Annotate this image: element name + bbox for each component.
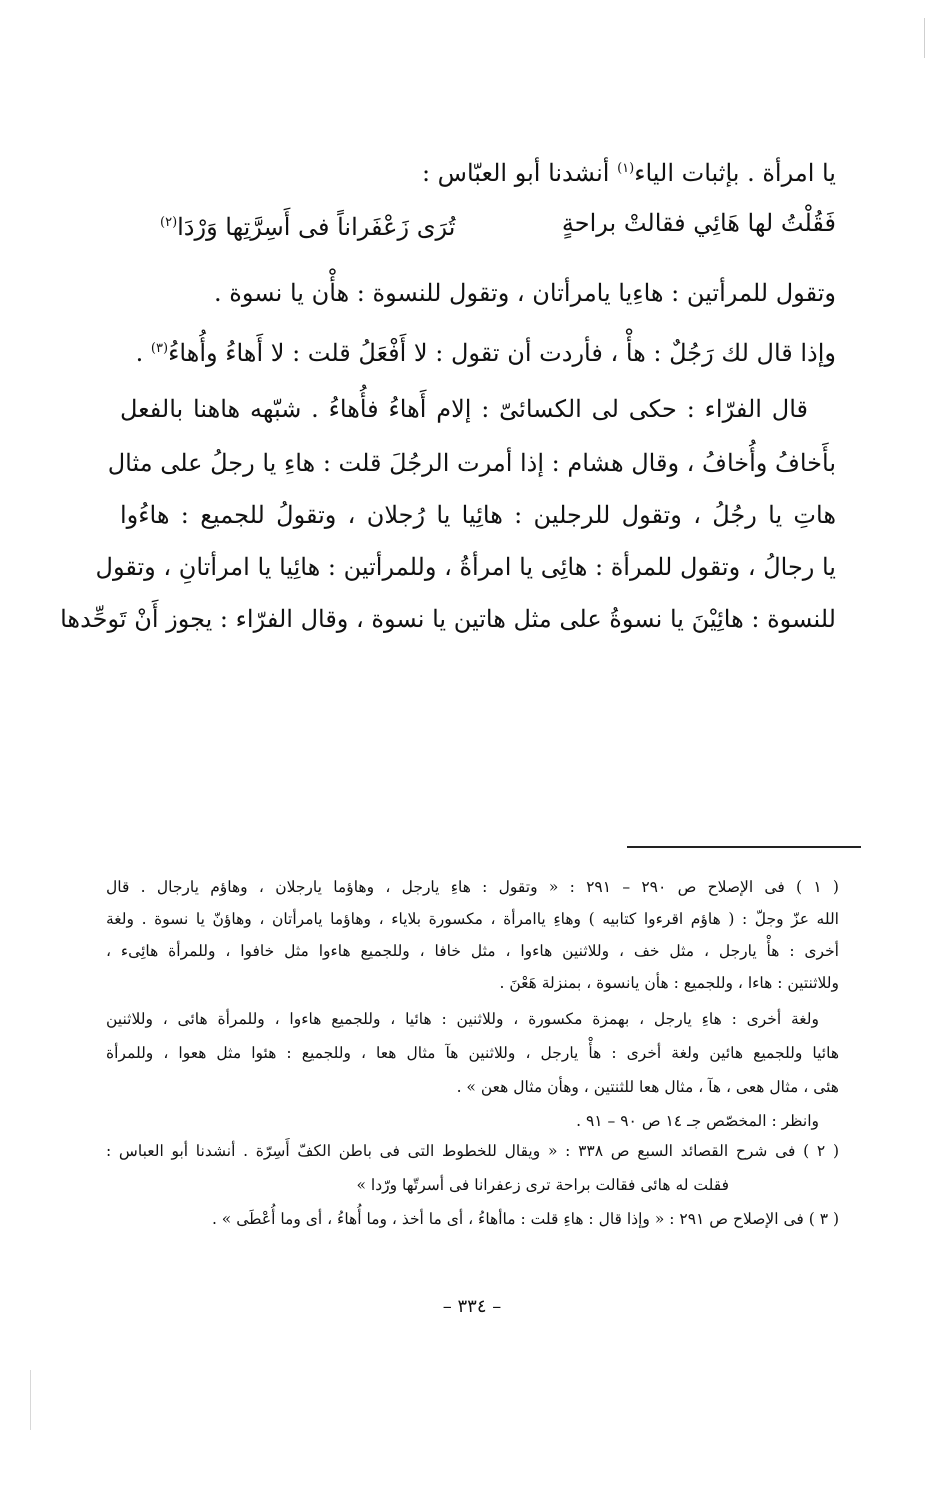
- footnote-line: أخرى : هأْ يارجل ، مثل خف ، وللاثنين هاءوا ، مثل خافا ، وللجميع هاءوا مثل خافوا ، وللمرأة هائِىء ،: [106, 942, 839, 960]
- text-line: يا رجالُ ، وتقول للمرأة : هائِى يا امرأةُ ، وللمرأتين : هائِيا يا امرأتانِ ، وتقول: [95, 553, 836, 581]
- text-fragment: تُرَى زَعْفَراناً فى أَسِرَّتِها وَرْدَا: [177, 213, 456, 241]
- footnote-verse-line: فقلت له هائى فقالت براحة ترى زعفرانا فى أسرتّها ورّدا »: [356, 1176, 729, 1194]
- footnote-ref: (٣): [150, 341, 169, 356]
- footnote-divider: [627, 846, 861, 848]
- text-fragment: وتقول للمرأتين : هاءِيا يامرأتان ، وتقول للنسوة : هأْن يا نسوة .: [214, 279, 836, 307]
- footnote-line: ( ٢ ) فى شرح القصائد السبع ص ٣٣٨ : « ويقال للخطوط التى فى باطن الكفّ أَسِرّة . أنشدنا أبو العباس :: [106, 1142, 839, 1160]
- footnote-line: وللاثنتين : هاءا ، وللجميع : هأن يانسوة ، بمنزلة هَعْنَ .: [499, 974, 839, 992]
- text-line: [120, 326, 836, 372]
- scan-edge-mark: [924, 18, 925, 58]
- scan-edge-mark: [30, 1370, 31, 1430]
- text-line: هاتِ يا رجُلُ ، وتقول للرجلين : هائِيا يا رُجلان ، وتقولُ للجميع : هاءُوا: [120, 501, 836, 529]
- verse-second-hemistich: [160, 200, 455, 246]
- text-fragment: .: [135, 339, 151, 367]
- footnote-line: الله عزّ وجلّ : ( هاؤم اقرءوا كتابيه ) وهاءِ ياامرأة ، مكسورة بلاياء ، وهاؤما يامرأتان ، وهاؤنّ يا نسوة . ولغة: [106, 910, 839, 928]
- text-fragment: يا امرأة . بإثبات الياء: [634, 159, 836, 187]
- footnote-ref: (٢): [160, 215, 178, 230]
- text-fragment: أنشدنا أبو العبّاس :: [421, 159, 610, 187]
- text-line: بأَخافُ وأُخافُ ، وقال هشام : إذا أمرت الرجُلَ قلت : هاءِ يا رجلُ على مثال: [107, 449, 836, 477]
- footnote-line: ولغة أخرى : هاءِ يارجل ، بهمزة مكسورة ، وللاثنين : هائيا ، وللجميع هاءوا ، وللمرأة هائى ، وللاثنين: [106, 1010, 819, 1028]
- text-line: [120, 270, 836, 316]
- page-number: – ٣٣٤ –: [442, 1296, 502, 1317]
- verse-first-hemistich: فَقُلْتُ لها هَائِي فقالتْ براحةٍ: [561, 209, 836, 237]
- text-fragment: وإذا قال لك رَجُلٌ : هأْ ، فأردت أن تقول : لا أَفْعَلُ قلت : لا أَهاءُ وأُهاءُ: [168, 339, 836, 367]
- verse-line: [120, 200, 836, 246]
- footnote-line: هائيا وللجميع هائين ولغة أخرى : هأْ يارجل ، وللاثنين هآ مثال هعا ، وللجميع : هئوا مثل هعوا ، وللمرأة: [106, 1044, 839, 1062]
- footnote-line: هئى ، مثال هعى ، هآ ، مثال هعا للثنتين ، وهأن مثال هعن » .: [456, 1078, 839, 1096]
- footnote-line: ( ٣ ) فى الإصلاح ص ٢٩١ : « وإذا قال : هاءِ قلت : ماأهاءُ ، أى ما أخذ ، وما أُهاءُ ، أى وما أُعْطَى » .: [211, 1210, 839, 1228]
- text-line: [120, 146, 836, 192]
- footnote-line: ( ١ ) فى الإصلاح ص ٢٩٠ – ٢٩١ : « وتقول : هاءِ يارجل ، وهاؤما يارجلان ، وهاؤم يارجال . قال: [106, 878, 839, 896]
- text-line: للنسوة : هائِيْنَ يا نسوةُ على مثل هاتين يا نسوة ، وقال الفرّاء : يجوز أَنْ تَوحِّدها: [60, 605, 836, 633]
- footnote-ref: (١): [617, 161, 635, 176]
- text-line: قال الفرّاء : حكى لى الكسائىّ : إلام أَهاءُ فأُهاءُ . شبّهه هاهنا بالفعل: [120, 395, 808, 423]
- footnote-line: وانظر : المخصّص جـ ١٤ ص ٩٠ – ٩١ .: [576, 1112, 819, 1130]
